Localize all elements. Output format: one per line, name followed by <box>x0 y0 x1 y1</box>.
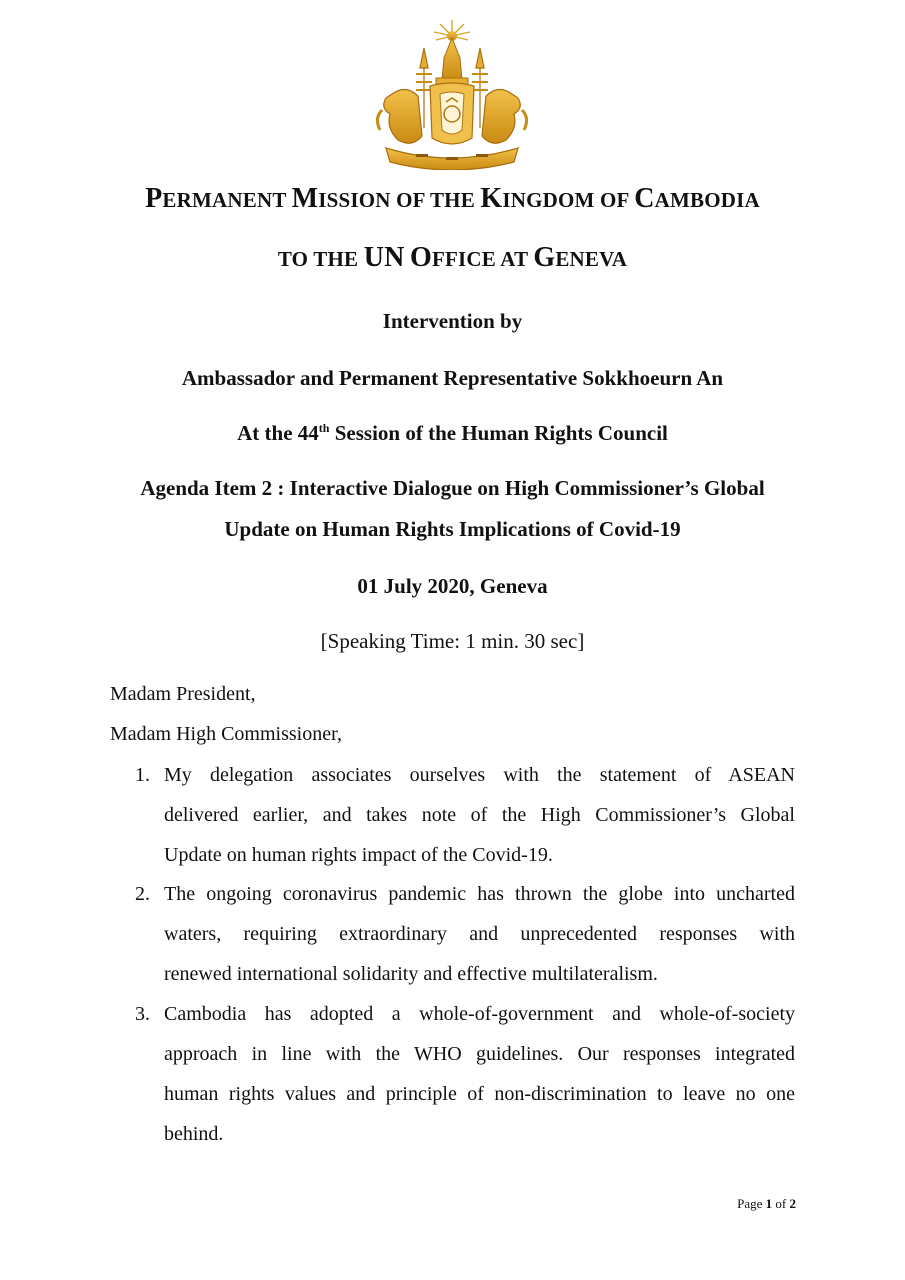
page-number: Page 1 of 2 <box>737 1196 796 1211</box>
mission-title-line1 <box>0 183 905 215</box>
item-number: 1. <box>135 764 150 786</box>
item-line: The ongoing coronavirus pandemic has thrown the globe into uncharted <box>164 883 795 905</box>
item-line: behind. <box>164 1123 224 1145</box>
item-line: Cambodia has adopted a whole-of-government and whole-of-society <box>164 1003 795 1025</box>
session-line: At the 44th Session of the Human Rights Council <box>237 421 668 445</box>
title-word: PERMANENT <box>145 183 292 214</box>
title-word: TO THE <box>277 247 364 271</box>
speaker-line: Ambassador and Permanent Representative Sokkhoeurn An <box>181 366 724 390</box>
item-line: delivered earlier, and takes note of the High Commissioner’s Global <box>164 804 795 826</box>
title-word: CAMBODIA <box>634 183 760 214</box>
item-line: renewed international solidarity and effective multilateralism. <box>164 963 658 985</box>
title-word: UN <box>363 242 405 273</box>
item-number: 3. <box>135 1003 150 1025</box>
date-location: 01 July 2020, Geneva <box>357 574 548 598</box>
session-ordinal: th <box>318 421 330 435</box>
title-word: KINGDOM OF <box>480 183 635 214</box>
royal-emblem-logo <box>372 18 532 170</box>
agenda-line-1: Agenda Item 2 : Interactive Dialogue on High Commissioner’s Global <box>140 476 765 500</box>
title-word: GENEVA <box>533 242 628 273</box>
title-word: OFFICE AT <box>409 242 534 273</box>
salutation-high-commissioner: Madam High Commissioner, <box>110 723 342 745</box>
item-line: approach in line with the WHO guidelines. Our responses integrated <box>164 1043 795 1065</box>
item-line: human rights values and principle of non-discrimination to leave no one <box>164 1083 795 1105</box>
salutation-president: Madam President, <box>110 683 256 705</box>
item-line: My delegation associates ourselves with the statement of ASEAN <box>164 764 795 786</box>
mission-title-line2 <box>0 242 905 274</box>
agenda-line-2: Update on Human Rights Implications of Covid-19 <box>224 517 681 541</box>
title-word: MISSION OF THE <box>291 183 481 214</box>
item-line: Update on human rights impact of the Covid-19. <box>164 844 553 866</box>
item-line: waters, requiring extraordinary and unprecedented responses with <box>164 923 795 945</box>
speaking-time: [Speaking Time: 1 min. 30 sec] <box>320 629 585 653</box>
item-number: 2. <box>135 883 150 905</box>
intervention-by: Intervention by <box>382 309 523 333</box>
